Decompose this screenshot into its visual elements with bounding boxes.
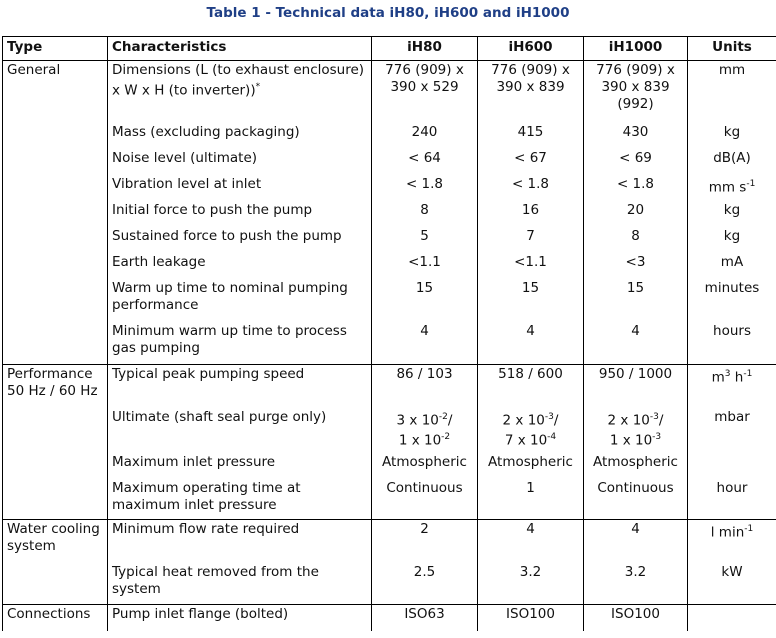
ih80-peak-speed: 86 / 103 [372,365,478,408]
ih80-max-time: Continuous [372,479,478,520]
char-min-warm-up-line2: gas pumping [112,339,200,356]
ih80-min-warm-up: 4 [372,322,478,365]
ih600-ultimate-l2-exp: -4 [547,432,557,442]
table-row-sustained-force [3,227,776,253]
unit-sustained-force: kg [688,227,776,253]
unit-flow [688,520,776,563]
unit-max-inlet [688,453,776,479]
unit-noise: dB(A) [688,149,776,175]
type-general: General [3,61,108,123]
char-max-time-line2: maximum inlet pressure [112,496,277,513]
ih80-mass: 240 [372,123,478,149]
ih600-max-inlet: Atmospheric [478,453,584,479]
char-max-time [108,479,372,520]
type-empty [3,253,108,279]
char-heat-line2: system [112,580,161,597]
unit-min-warm-up: hours [688,322,776,365]
type-empty [3,479,108,520]
type-empty [3,453,108,479]
ih80-dimensions-line1: 776 (909) x [385,62,464,78]
ih1000-initial-force: 20 [584,201,688,227]
type-empty [3,227,108,253]
char-max-time-line1: Maximum operating time at [112,479,301,496]
header-ih1000: iH1000 [584,37,688,61]
ih80-heat: 2.5 [372,563,478,605]
ih600-warm-up: 15 [478,279,584,322]
table-row-flow [3,520,776,563]
type-empty [3,279,108,322]
ih80-initial-force: 8 [372,201,478,227]
char-heat-line1: Typical heat removed from the [112,563,319,580]
type-performance-line2: 50 Hz / 60 Hz [7,383,98,399]
type-water [3,520,108,563]
ih1000-dimensions-line1: 776 (909) x [596,62,675,78]
ih80-ultimate-l1-base: 3 x 10 [396,412,439,428]
ih80-vibration: < 1.8 [372,175,478,201]
type-connections: Connections [3,605,108,631]
ih80-warm-up: 15 [372,279,478,322]
unit-ultimate: mbar [688,408,776,453]
ih1000-ultimate-l2-exp: -3 [652,432,662,442]
type-water-line1: Water cooling [7,521,100,537]
type-empty [3,175,108,201]
ih1000-heat: 3.2 [584,563,688,605]
header-characteristics: Characteristics [108,37,372,61]
char-heat [108,563,372,605]
table-row-heat [3,563,776,605]
type-empty [3,322,108,365]
ih1000-ultimate-l1-exp: -3 [649,411,659,422]
type-performance [3,365,108,408]
ih1000-dimensions-line2: 390 x 839 [601,79,670,95]
ih80-inlet-flange: ISO63 [372,605,478,631]
ih600-dimensions-line1: 776 (909) x [491,62,570,78]
unit-initial-force: kg [688,201,776,227]
table-row-warm-up [3,279,776,322]
table-row-max-time [3,479,776,520]
ih600-sustained-force: 7 [478,227,584,253]
ih600-inlet-flange: ISO100 [478,605,584,631]
ih80-ultimate-l1-tail: / [447,412,453,428]
header-type: Type [3,37,108,61]
table-row-earth-leakage [3,253,776,279]
unit-peak-speed-b: h [730,369,744,386]
table-row-vibration [3,175,776,201]
char-peak-speed: Typical peak pumping speed [108,365,372,408]
table-title: Table 1 - Technical data iH80, iH600 and iH1000 [206,5,570,21]
table-row-mass [3,123,776,149]
char-vibration: Vibration level at inlet [108,175,372,201]
unit-max-time: hour [688,479,776,520]
ih600-peak-speed: 518 / 600 [478,365,584,408]
unit-vibration-exp: -1 [746,178,756,189]
ih1000-noise: < 69 [584,149,688,175]
header-units: Units [688,37,776,61]
ih80-max-inlet: Atmospheric [372,453,478,479]
char-min-warm-up [108,322,372,365]
table-row-dimensions [3,61,776,123]
type-performance-line1: Performance [7,366,93,382]
ih80-ultimate-l1-exp: -2 [438,411,448,422]
ih600-mass: 415 [478,123,584,149]
header-row [3,37,776,61]
ih1000-warm-up: 15 [584,279,688,322]
table-row-noise [3,149,776,175]
unit-peak-speed-a: m [711,369,725,386]
ih1000-mass: 430 [584,123,688,149]
table-row-inlet-flange [3,605,776,631]
char-noise: Noise level (ultimate) [108,149,372,175]
ih1000-max-inlet: Atmospheric [584,453,688,479]
char-sustained-force: Sustained force to push the pump [108,227,372,253]
ih600-dimensions [478,61,584,123]
ih1000-sustained-force: 8 [584,227,688,253]
ih600-ultimate-l1-tail: / [553,412,559,428]
ih80-ultimate-l2-exp: -2 [441,432,451,442]
ih80-earth-leakage: <1.1 [372,253,478,279]
char-warm-up [108,279,372,322]
char-mass: Mass (excluding packaging) [108,123,372,149]
type-empty [3,563,108,605]
footnote-mark: * [255,82,261,92]
unit-earth-leakage: mA [688,253,776,279]
ih1000-inlet-flange: ISO100 [584,605,688,631]
char-warm-up-line2: performance [112,296,199,313]
ih80-dimensions [372,61,478,123]
type-water-line2: system [7,538,56,554]
char-dimensions [108,61,372,123]
ih600-flow: 4 [478,520,584,563]
ih600-earth-leakage: <1.1 [478,253,584,279]
char-flow: Minimum flow rate required [108,520,372,563]
unit-inlet-flange [688,605,776,631]
char-earth-leakage: Earth leakage [108,253,372,279]
ih600-min-warm-up: 4 [478,322,584,365]
ih1000-dimensions-line3: (992) [617,96,654,112]
unit-dimensions: mm [688,61,776,123]
type-empty [3,201,108,227]
header-ih600: iH600 [478,37,584,61]
char-warm-up-line1: Warm up time to nominal pumping [112,279,348,296]
type-empty [3,123,108,149]
ih1000-max-time: Continuous [584,479,688,520]
ih1000-ultimate-l1-base: 2 x 10 [607,412,650,428]
ih1000-vibration: < 1.8 [584,175,688,201]
ih80-ultimate [372,408,478,453]
ih600-ultimate-l1-base: 2 x 10 [502,412,545,428]
ih600-noise: < 67 [478,149,584,175]
unit-peak-speed-b-exp: -1 [743,369,753,379]
ih600-vibration: < 1.8 [478,175,584,201]
table-row-initial-force [3,201,776,227]
table-row-peak-speed [3,365,776,408]
header-ih80: iH80 [372,37,478,61]
ih600-ultimate-l1-exp: -3 [544,411,554,422]
unit-vibration [688,175,776,201]
char-initial-force: Initial force to push the pump [108,201,372,227]
table-row-ultimate [3,408,776,453]
char-inlet-flange: Pump inlet flange (bolted) [108,605,372,631]
char-min-warm-up-line1: Minimum warm up time to process [112,322,347,339]
table-row-min-warm-up [3,322,776,365]
ih80-flow: 2 [372,520,478,563]
unit-warm-up: minutes [688,279,776,322]
ih1000-ultimate-l2-base: 1 x 10 [609,432,653,449]
unit-flow-base: l min [710,524,745,541]
unit-peak-speed-a-exp: 3 [724,369,731,379]
ih1000-min-warm-up: 4 [584,322,688,365]
table-row-max-inlet [3,453,776,479]
ih1000-earth-leakage: <3 [584,253,688,279]
ih1000-peak-speed: 950 / 1000 [584,365,688,408]
type-empty [3,408,108,453]
char-dimensions-line1: Dimensions (L (to exhaust enclosure) [112,62,365,78]
ih80-ultimate-l2-base: 1 x 10 [398,432,442,449]
ih600-ultimate [478,408,584,453]
ih1000-ultimate [584,408,688,453]
unit-vibration-base: mm s [708,179,747,195]
ih600-ultimate-l2-base: 7 x 10 [504,432,548,449]
ih80-noise: < 64 [372,149,478,175]
char-ultimate: Ultimate (shaft seal purge only) [108,408,372,453]
ih80-dimensions-line2: 390 x 529 [390,79,459,95]
type-empty [3,149,108,175]
ih600-dimensions-line2: 390 x 839 [496,79,565,95]
unit-peak-speed [688,365,776,408]
ih1000-dimensions [584,61,688,123]
ih80-sustained-force: 5 [372,227,478,253]
unit-mass: kg [688,123,776,149]
ih600-max-time: 1 [478,479,584,520]
technical-data-table [2,36,776,631]
ih600-initial-force: 16 [478,201,584,227]
char-max-inlet: Maximum inlet pressure [108,453,372,479]
char-dimensions-line2: x W x H (to inverter)) [112,82,256,99]
ih1000-ultimate-l1-tail: / [658,412,664,428]
ih1000-flow: 4 [584,520,688,563]
unit-heat: kW [688,563,776,605]
ih600-heat: 3.2 [478,563,584,605]
unit-flow-exp: -1 [744,524,754,534]
